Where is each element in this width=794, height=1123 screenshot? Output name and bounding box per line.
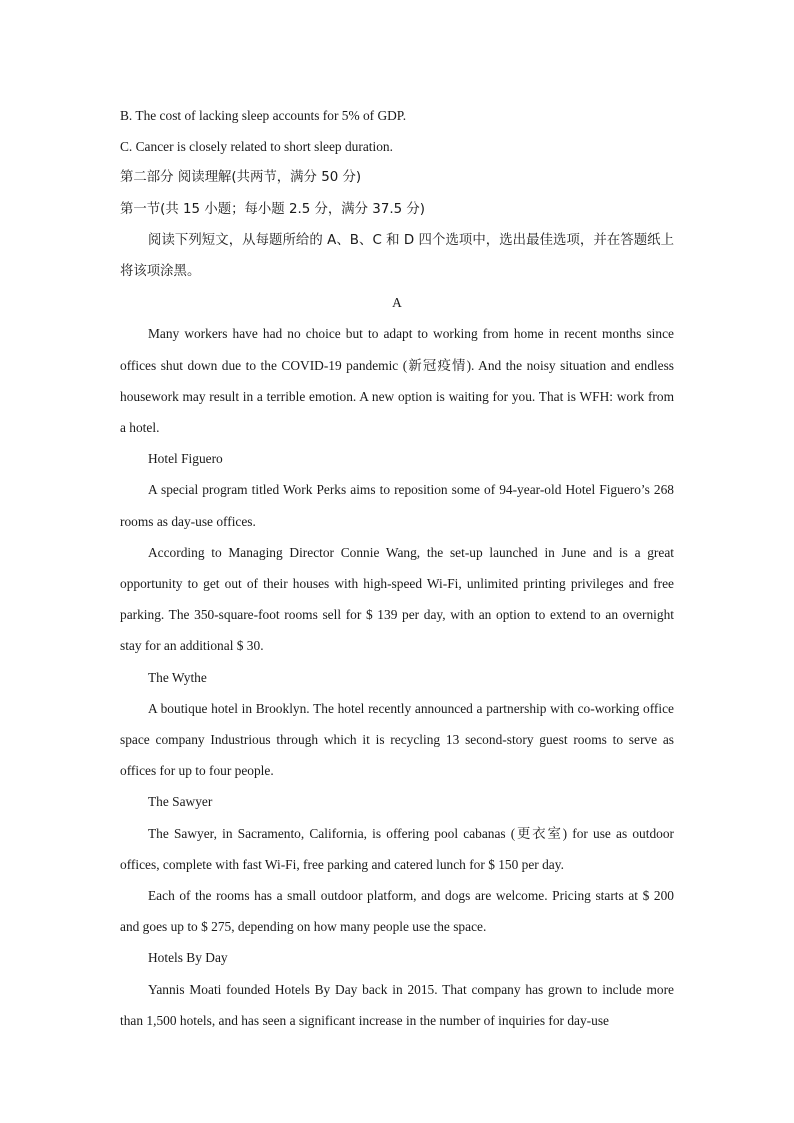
hotel-heading-hotels-by-day: Hotels By Day [148, 950, 228, 966]
section-heading: 第一节(共 15 小题；每小题 2.5 分，满分 37.5 分) [120, 201, 425, 217]
option-c: C. Cancer is closely related to short sleep duration. [120, 139, 393, 155]
passage-intro: Many workers have had no choice but to adapt to working from home in recent months since offices shut down due to the COVID-19 pandemic (新冠疫情). And the noisy situation and endless housework may result in a terrible emotion. A new option is waiting for you. That is WFH: work from a hotel. [120, 326, 674, 436]
hotel-paragraph: A boutique hotel in Brooklyn. The hotel recently announced a partnership with co-working office space company Industrious through which it is recycling 13 second-story guest rooms to serve as offices for up to four people. [120, 700, 674, 779]
document-page [120, 100, 674, 1036]
hotel-paragraph: The Sawyer, in Sacramento, California, is offering pool cabanas (更衣室) for use as outdoor offices, complete with fast Wi-Fi, free parking and catered lunch for $ 150 per day. [120, 825, 674, 872]
hotel-paragraph: Yannis Moati founded Hotels By Day back in 2015. That company has grown to include more than 1,500 hotels, and has seen a significant increase in the number of inquiries for day-use [120, 981, 674, 1028]
option-b: B. The cost of lacking sleep accounts for 5% of GDP. [120, 108, 407, 123]
hotel-heading-sawyer: The Sawyer [148, 794, 213, 810]
passage-label: A [392, 295, 402, 311]
hotel-paragraph: According to Managing Director Connie Wang, the set-up launched in June and is a great opportunity to get out of their houses with high-speed Wi-Fi, unlimited printing privileges and free parking. The 350-square-foot rooms sell for $ 139 per day, with an option to extend to an overnight stay for an additional $ 30. [120, 544, 674, 654]
part-heading: 第二部分 阅读理解(共两节，满分 50 分) [120, 170, 362, 186]
hotel-heading-wythe: The Wythe [148, 669, 207, 685]
hotel-heading-figuero: Hotel Figuero [148, 451, 223, 467]
instruction-text: 阅读下列短文，从每题所给的 A、B、C 和 D 四个选项中，选出最佳选项，并在答题纸上将该项涂黑。 [120, 232, 674, 280]
hotel-paragraph: A special program titled Work Perks aims to reposition some of 94-year-old Hotel Figuero’s 268 rooms as day-use offices. [120, 482, 674, 529]
hotel-paragraph: Each of the rooms has a small outdoor platform, and dogs are welcome. Pricing starts at $ 200 and goes up to $ 275, depending on how many people use the space. [120, 888, 674, 935]
